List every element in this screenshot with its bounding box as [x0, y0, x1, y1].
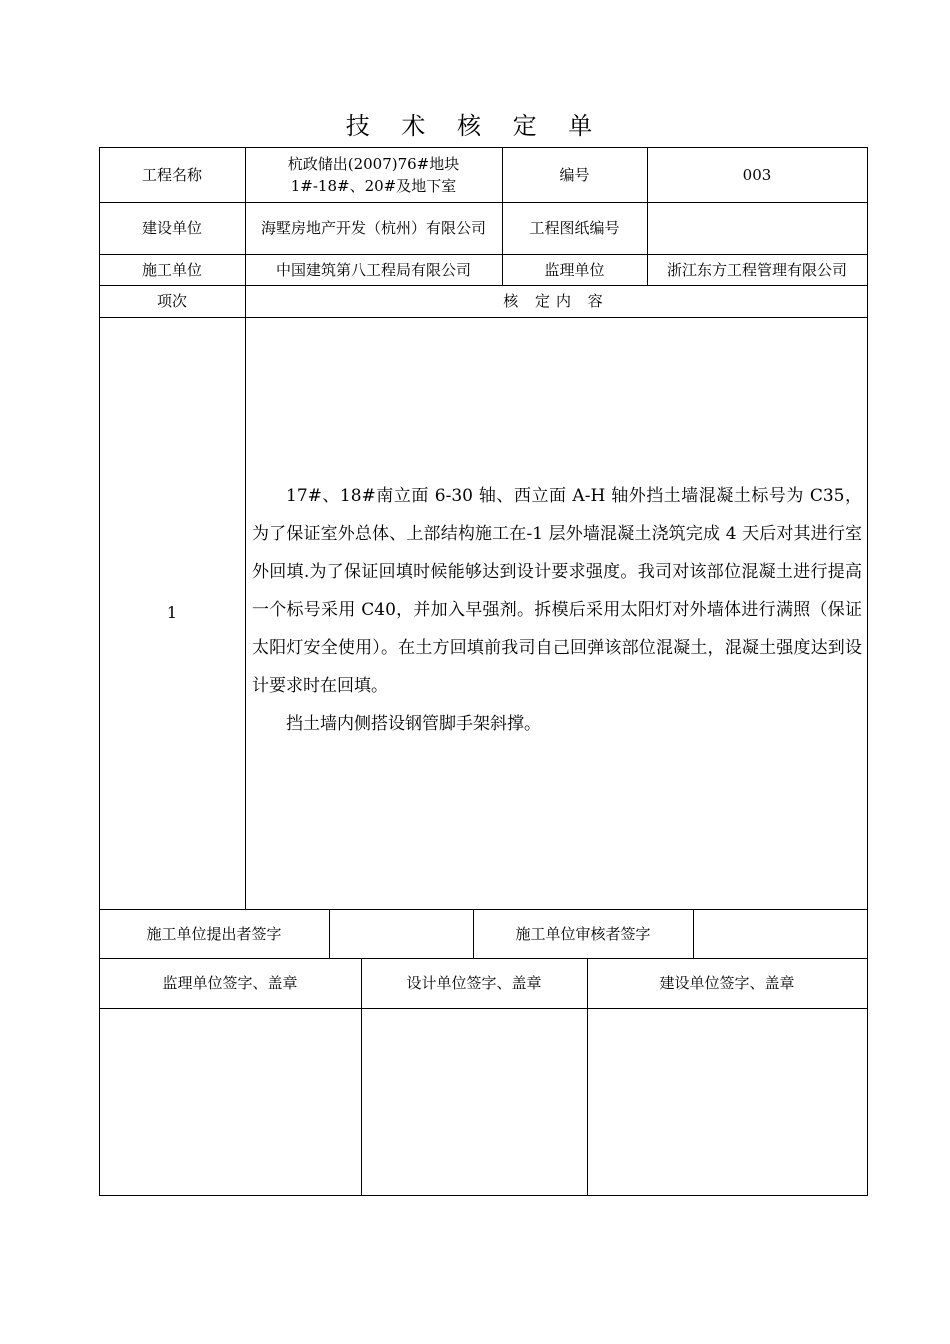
- supervisor-label: 监理单位: [544, 260, 605, 279]
- designer-sign-label: 设计单位签字、盖章: [406, 974, 542, 992]
- content-body: [252, 477, 862, 743]
- number-value: 003: [742, 165, 772, 184]
- builder-label: 建设单位: [141, 219, 202, 237]
- supervisor-value: 浙江东方工程管理有限公司: [666, 260, 847, 279]
- item-header: 项次: [156, 292, 187, 310]
- table-border-bottom: [99, 1195, 868, 1196]
- content-paragraph: 挡土墙内侧搭设钢管脚手架斜撑。: [286, 714, 541, 734]
- contractor-label: 施工单位: [141, 260, 202, 279]
- proposer-sign-label: 施工单位提出者签字: [146, 924, 282, 943]
- content-header: 核 定内 容: [503, 292, 609, 310]
- reviewer-sign-field[interactable]: [693, 909, 867, 958]
- drawing-number-value: [647, 202, 867, 254]
- drawing-number-label: 工程图纸编号: [529, 219, 620, 237]
- table-border-right: [867, 147, 868, 1196]
- contractor-value: 中国建筑第八工程局有限公司: [275, 260, 471, 279]
- supervisor-stamp-area[interactable]: [99, 1008, 361, 1195]
- proposer-sign-field[interactable]: [329, 909, 473, 958]
- builder-value: 海墅房地产开发（杭州）有限公司: [260, 219, 486, 237]
- reviewer-sign-label: 施工单位审核者签字: [515, 924, 651, 943]
- builder-sign-label: 建设单位签字、盖章: [659, 974, 795, 992]
- number-label: 编号: [559, 165, 590, 184]
- supervisor-sign-label: 监理单位签字、盖章: [162, 974, 298, 992]
- document-title: 技 术 核 定 单: [345, 112, 605, 140]
- project-name-label: 工程名称: [141, 165, 202, 184]
- designer-stamp-area[interactable]: [361, 1008, 587, 1195]
- builder-stamp-area[interactable]: [587, 1008, 867, 1195]
- project-name-value: 杭政储出(2007)76#地块 1#-18#、20#及地下室: [287, 154, 460, 195]
- item-number: 1: [166, 603, 178, 622]
- form-table: [99, 147, 868, 1196]
- content-paragraph: 17#、18#南立面 6-30 轴、西立面 A-H 轴外挡土墙混凝土标号为 C35，为了保证室外总体、上部结构施工在-1 层外墙混凝土浇筑完成 4 天后对其进行室外回填.为了保证回填时候能够达到设计要求强度。我司对该部位混凝土进行提高一个标号采用 C40，并加入早强剂。拆模后采用太阳灯对外墙体进行满照（保证太阳灯安全使用）。在土方回填前我司自己回弹该部位混凝土，混凝土强度达到设计要求时在回填。: [252, 486, 862, 696]
